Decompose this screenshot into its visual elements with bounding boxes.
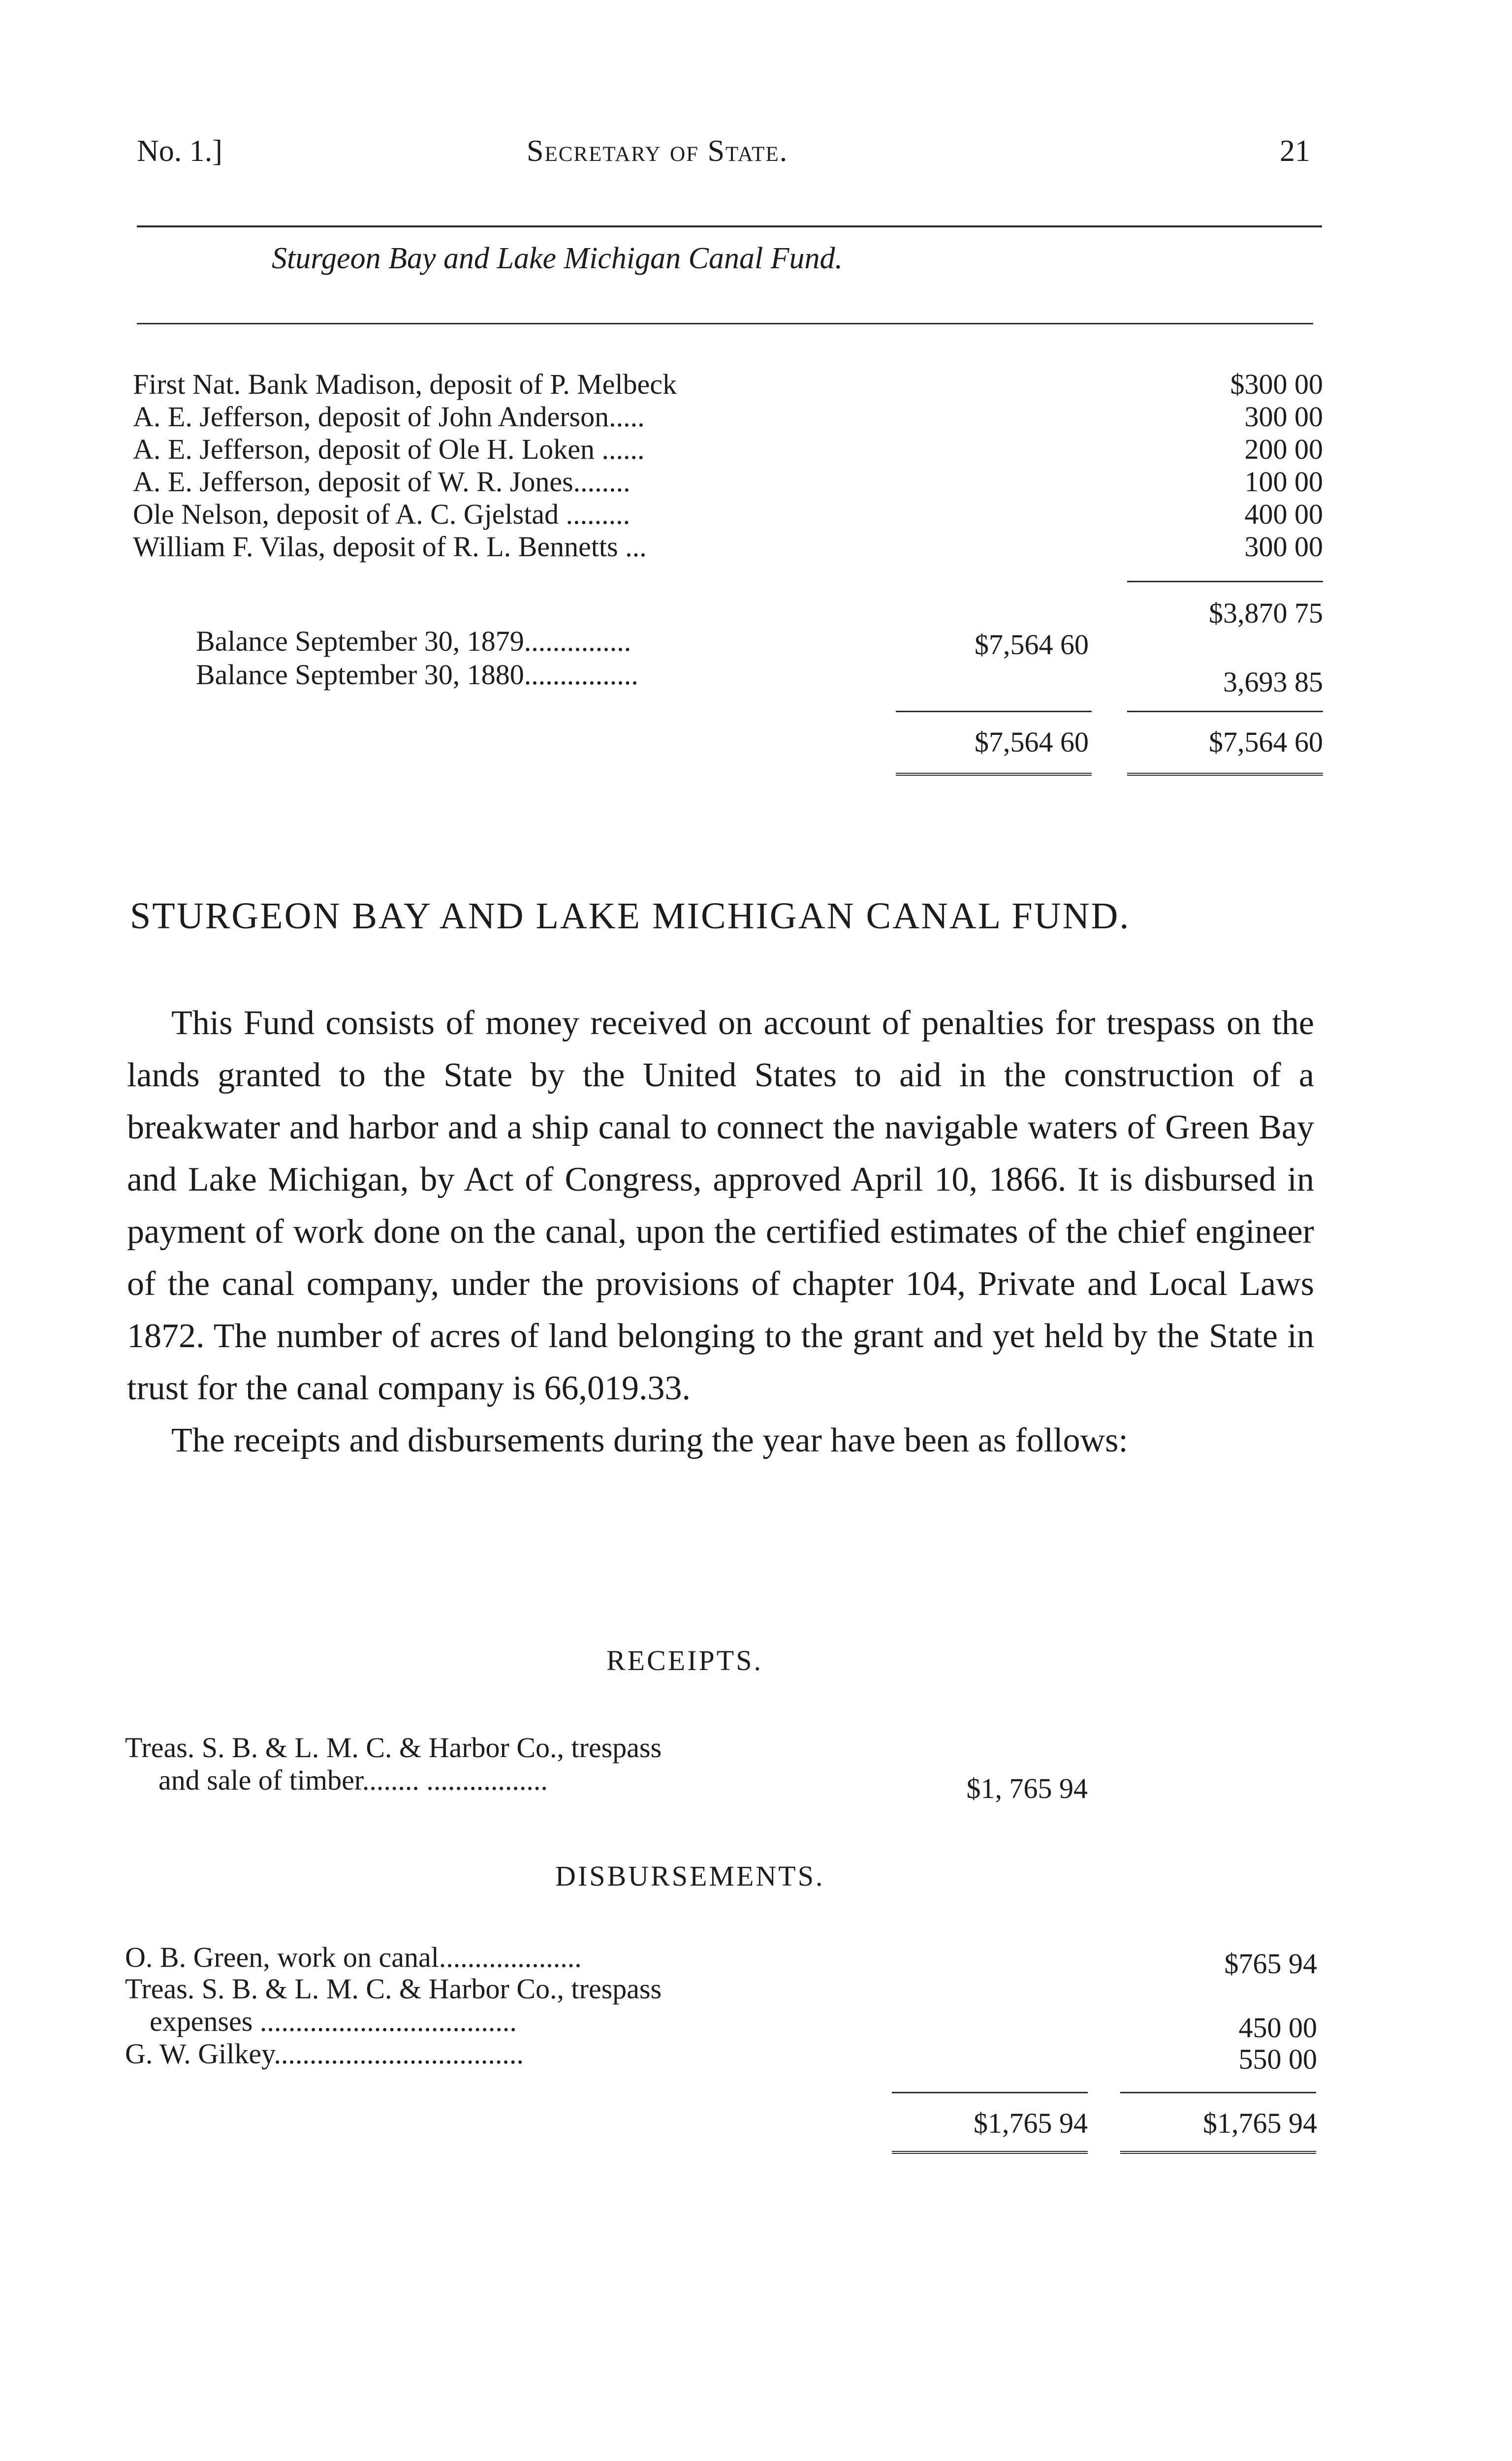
running-head-left: No. 1.]: [137, 134, 222, 168]
fund-heading: Sturgeon Bay and Lake Michigan Canal Fund.: [272, 242, 843, 275]
deposit-amount: $300 00: [1230, 368, 1323, 400]
section-title: STURGEON BAY AND LAKE MICHIGAN CANAL FUND.: [130, 895, 1131, 937]
disbursements-title: DISBURSEMENTS.: [555, 1860, 825, 1892]
total-rule-right: [1127, 711, 1323, 712]
header-rule: [137, 225, 1322, 227]
running-head-title: Secretary of State.: [527, 134, 788, 168]
total-double-rule-right: [1127, 773, 1323, 776]
disbursement-total-right: $1,765 94: [1203, 2107, 1317, 2139]
deposits-list: [133, 368, 1323, 563]
deposit-row: [133, 466, 1323, 498]
deposit-label: William F. Vilas, deposit of R. L. Bennetts ...: [133, 531, 647, 563]
disbursement-amount: $765 94: [1224, 1948, 1317, 1980]
deposit-row: [133, 401, 1323, 433]
fund-heading-rule: [137, 323, 1313, 324]
disbursement-total-rule-right: [1120, 2092, 1316, 2093]
disbursement-label: Treas. S. B. & L. M. C. & Harbor Co., trespass: [125, 1973, 662, 2005]
subtotal-amount: $3,870 75: [1209, 597, 1323, 629]
receipt-line-2: and sale of timber........ .................: [158, 1764, 548, 1796]
deposit-row: [133, 498, 1323, 531]
deposit-amount: 100 00: [1244, 466, 1323, 498]
total-rule-left: [896, 711, 1092, 712]
disbursement-double-rule-left: [892, 2151, 1088, 2154]
deposit-row: [133, 368, 1323, 401]
deposit-amount: 400 00: [1244, 498, 1323, 530]
disbursement-amount: 550 00: [1238, 2043, 1317, 2075]
disbursement-amount: 450 00: [1238, 2012, 1317, 2044]
disbursement-label-continued: expenses ....................................: [150, 2005, 517, 2037]
deposit-amount: 200 00: [1244, 433, 1323, 465]
body-paragraph: The receipts and disbursements during the year have been as follows:: [171, 1421, 1128, 1459]
deposit-label: A. E. Jefferson, deposit of W. R. Jones........: [133, 466, 630, 498]
deposit-label: A. E. Jefferson, deposit of John Anderson.....: [133, 401, 645, 433]
balance-1879-label: Balance September 30, 1879...............: [196, 625, 631, 657]
deposit-amount: 300 00: [1244, 531, 1323, 563]
subtotal-rule: [1127, 581, 1323, 582]
disbursement-double-rule-right: [1120, 2151, 1316, 2154]
total-double-rule-left: [896, 773, 1092, 776]
disbursement-label: G. W. Gilkey...................................: [125, 2038, 524, 2070]
balance-1879-amount: $7,564 60: [975, 629, 1089, 661]
receipt-amount: $1, 765 94: [966, 1772, 1088, 1804]
total-left-amount: $7,564 60: [975, 726, 1089, 758]
deposit-label: A. E. Jefferson, deposit of Ole H. Loken ......: [133, 433, 645, 465]
disbursement-label: O. B. Green, work on canal....................: [125, 1941, 582, 1973]
body-paragraph: This Fund consists of money received on account of penalties for trespass on the lands granted to the State by the United States to aid in the construction of a breakwater and harbor and a ship canal to connect the navigable waters of Green Bay and Lake Michigan, by Act of Congress, approved April 10, 1866. It is disbursed in payment of work done on the canal, upon the certified estimates of the chief engineer of the canal company, under the provisions of chapter 104, Private and Local Laws 1872. The number of acres of land belonging to the grant and yet held by the State in trust for the canal company is 66,019.33.: [127, 1004, 1314, 1407]
body-text: [127, 997, 1314, 1467]
deposit-label: First Nat. Bank Madison, deposit of P. Melbeck: [133, 368, 677, 400]
balance-1880-amount: 3,693 85: [1223, 666, 1323, 698]
page-number: 21: [1280, 134, 1310, 168]
deposit-row: [133, 531, 1323, 563]
receipts-title: RECEIPTS.: [606, 1644, 763, 1676]
disbursement-total-rule-left: [892, 2092, 1088, 2093]
deposit-amount: 300 00: [1244, 401, 1323, 433]
deposit-row: [133, 433, 1323, 466]
balance-1880-label: Balance September 30, 1880................: [196, 659, 638, 691]
deposit-label: Ole Nelson, deposit of A. C. Gjelstad .........: [133, 498, 630, 530]
receipt-line-1: Treas. S. B. & L. M. C. & Harbor Co., trespass: [125, 1732, 662, 1764]
total-right-amount: $7,564 60: [1209, 726, 1323, 758]
disbursement-total-left: $1,765 94: [974, 2107, 1088, 2139]
